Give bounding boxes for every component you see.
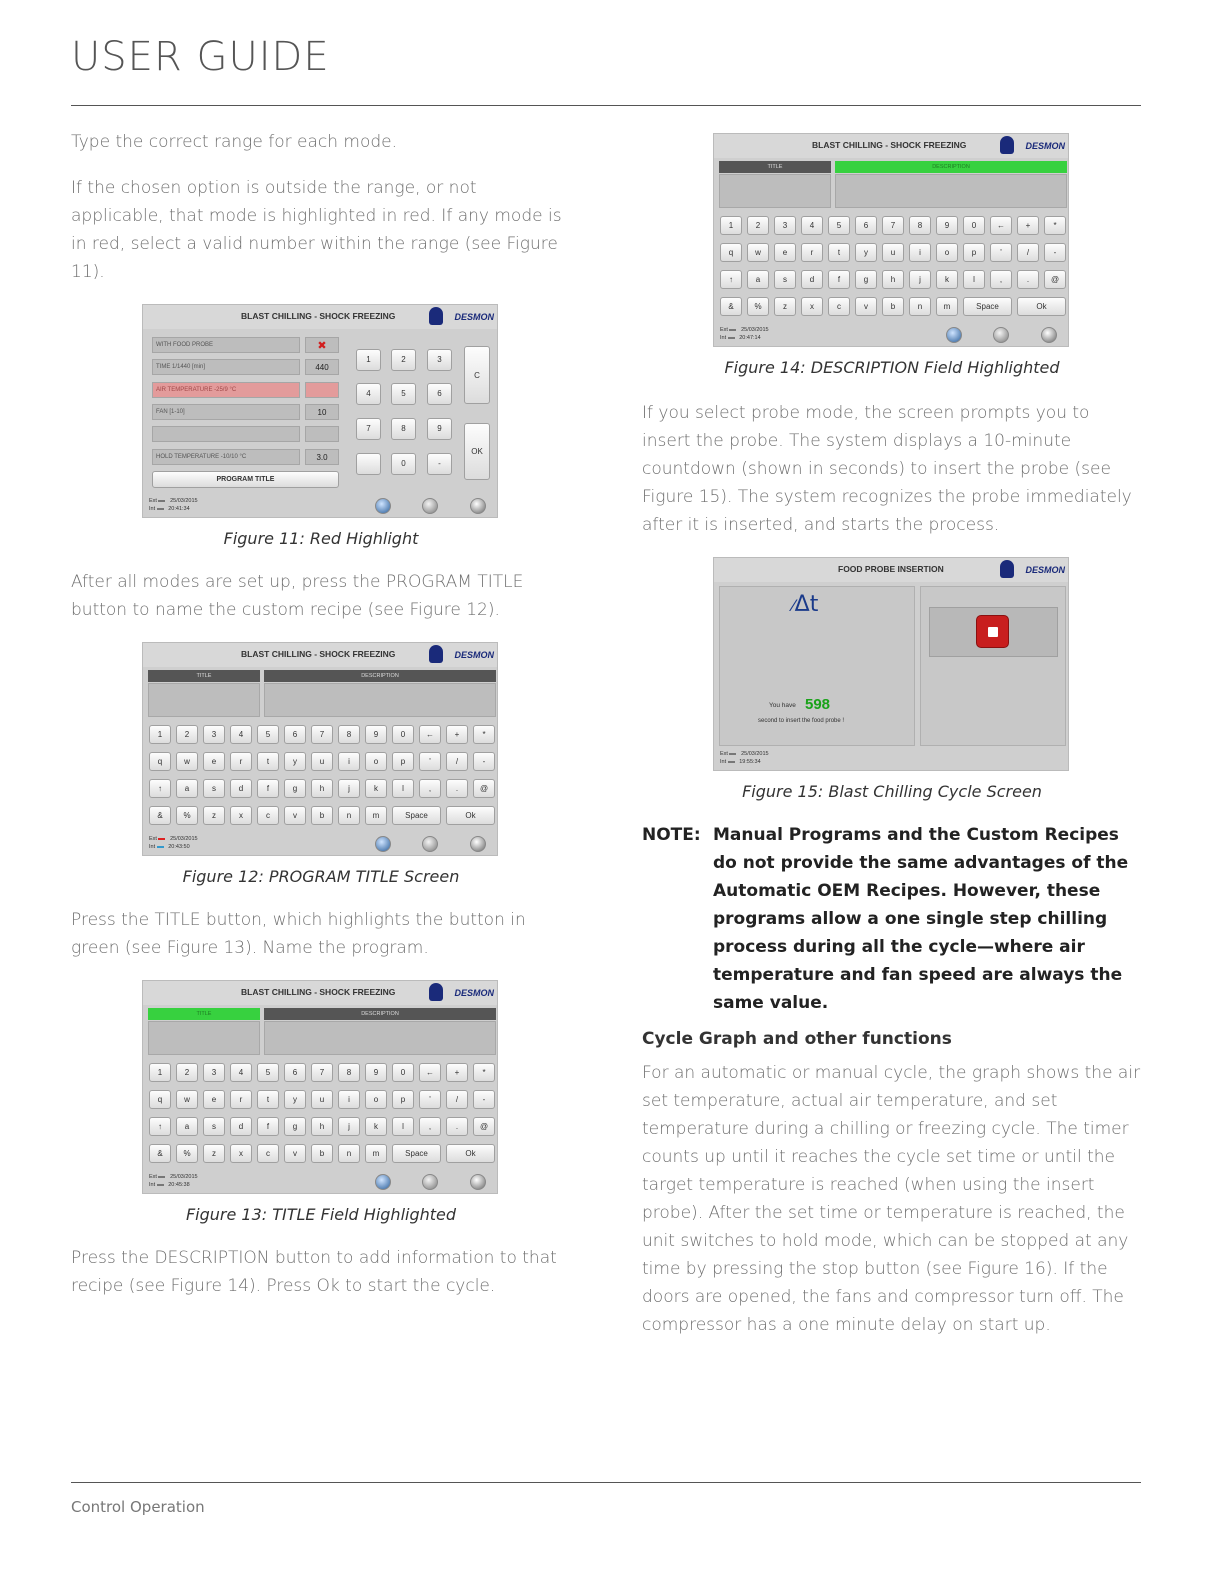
keyboard-key[interactable]: f: [828, 270, 850, 289]
space-key[interactable]: Space: [392, 1144, 441, 1163]
keyboard-key[interactable]: h: [311, 1117, 333, 1136]
keyboard-key[interactable]: /: [1017, 243, 1039, 262]
page-title: USER GUIDE: [71, 34, 330, 80]
keyboard-key[interactable]: x: [230, 806, 252, 825]
keyboard-key[interactable]: o: [365, 1090, 387, 1109]
settings-icon[interactable]: [422, 836, 438, 852]
figure-14-caption: Figure 14: DESCRIPTION Field Highlighted: [724, 358, 1060, 377]
keyboard-key[interactable]: ,: [419, 1117, 441, 1136]
keyboard-key[interactable]: p: [392, 752, 414, 771]
keyboard-key[interactable]: a: [176, 1117, 198, 1136]
keyboard-key[interactable]: r: [801, 243, 823, 262]
title-tab-button[interactable]: TITLE: [148, 670, 260, 682]
keyboard-key[interactable]: 6: [855, 216, 877, 235]
figure-13-screen: [142, 980, 498, 1194]
keyboard-key[interactable]: d: [230, 1117, 252, 1136]
food-probe-value-x-icon[interactable]: ✖: [305, 337, 339, 353]
keyboard-key[interactable]: ': [990, 243, 1012, 262]
bottom-divider: [71, 1482, 1141, 1483]
description-tab-button[interactable]: DESCRIPTION: [264, 1008, 496, 1020]
keyboard-key[interactable]: j: [338, 1117, 360, 1136]
keyboard-key[interactable]: 8: [338, 725, 360, 744]
countdown-value: 598: [805, 696, 831, 713]
keyboard-key[interactable]: i: [909, 243, 931, 262]
keyboard-key[interactable]: 4: [801, 216, 823, 235]
keyboard-key[interactable]: n: [338, 806, 360, 825]
keyboard-key[interactable]: f: [257, 1117, 279, 1136]
note-text: Manual Programs and the Custom Recipes do not provide the same advantages of the Automatic OEM Recipes. However, these programs allow a one single step chilling process during all the cycle—where air temperature and fan speed are always the same value.: [713, 825, 1129, 1013]
description-input[interactable]: [835, 174, 1067, 208]
keyboard-key[interactable]: p: [963, 243, 985, 262]
keyboard-key[interactable]: -: [473, 752, 495, 771]
screen-timestamp: Ext 25/03/2015 Int 20:45:38: [149, 1174, 198, 1188]
figure-13-caption: Figure 13: TITLE Field Highlighted: [185, 1205, 457, 1224]
stop-button[interactable]: [976, 615, 1009, 648]
note-block: [642, 821, 1142, 1017]
back-icon[interactable]: [375, 498, 391, 514]
numpad-key[interactable]: 6: [427, 383, 452, 405]
back-icon[interactable]: [375, 1174, 391, 1190]
keyboard-key[interactable]: 6: [284, 725, 306, 744]
keyboard-key[interactable]: 1: [149, 725, 171, 744]
keyboard-key[interactable]: &: [149, 1144, 171, 1163]
paragraph-program-title: After all modes are set up, press the PROGRAM TITLE button to name the custom recipe (see Figure 12).: [71, 572, 524, 620]
keyboard-key[interactable]: p: [392, 1090, 414, 1109]
screen-timestamp: Ext 25/03/2015 Int 20:41:34: [149, 498, 198, 512]
screen-title: BLAST CHILLING - SHOCK FREEZING: [241, 649, 396, 659]
screen-title: BLAST CHILLING - SHOCK FREEZING: [812, 140, 967, 150]
ok-key[interactable]: Ok: [446, 806, 495, 825]
ok-key[interactable]: OK: [464, 423, 490, 480]
paragraph-title-button: Press the TITLE button, which highlights the button in green (see Figure 13). Name the program.: [71, 910, 526, 958]
keyboard-key[interactable]: *: [1044, 216, 1066, 235]
desmon-logo-icon: [1000, 136, 1014, 154]
keyboard-key[interactable]: z: [203, 1144, 225, 1163]
title-tab-button[interactable]: TITLE: [719, 161, 831, 173]
keyboard-key[interactable]: ←: [419, 1063, 441, 1082]
keyboard-key[interactable]: b: [311, 1144, 333, 1163]
keyboard-key[interactable]: ←: [990, 216, 1012, 235]
keyboard-key[interactable]: 7: [311, 725, 333, 744]
keyboard-key[interactable]: -: [473, 1090, 495, 1109]
desmon-logo-icon: [429, 983, 443, 1001]
keyboard-key[interactable]: ,: [419, 779, 441, 798]
keyboard-key[interactable]: s: [203, 779, 225, 798]
keyboard-key[interactable]: v: [284, 806, 306, 825]
keyboard-key[interactable]: k: [936, 270, 958, 289]
keyboard-key[interactable]: k: [365, 779, 387, 798]
keyboard-key[interactable]: b: [882, 297, 904, 316]
keyboard-key[interactable]: h: [311, 779, 333, 798]
keyboard-key[interactable]: j: [338, 779, 360, 798]
title-input[interactable]: [148, 683, 260, 717]
mode-field-empty[interactable]: [152, 426, 300, 442]
keyboard-key[interactable]: t: [257, 1090, 279, 1109]
keyboard-key[interactable]: u: [311, 1090, 333, 1109]
keyboard-key[interactable]: i: [338, 1090, 360, 1109]
keyboard-key[interactable]: c: [828, 297, 850, 316]
keyboard-key[interactable]: 9: [365, 1063, 387, 1082]
right-column: [642, 133, 1142, 1357]
keyboard-key[interactable]: h: [882, 270, 904, 289]
keyboard-key[interactable]: c: [257, 1144, 279, 1163]
countdown-hint: second to insert the food probe !: [758, 718, 845, 724]
desmon-logo-icon: [429, 645, 443, 663]
keyboard-key[interactable]: 9: [365, 725, 387, 744]
keyboard-key[interactable]: i: [338, 752, 360, 771]
hold-temperature-value[interactable]: 3.0: [305, 449, 339, 465]
keyboard-key[interactable]: +: [1017, 216, 1039, 235]
keyboard-key[interactable]: c: [257, 806, 279, 825]
keyboard-key[interactable]: s: [203, 1117, 225, 1136]
figure-15-screen: [713, 557, 1069, 771]
screen-title: BLAST CHILLING - SHOCK FREEZING: [241, 987, 396, 997]
keyboard-key[interactable]: z: [203, 806, 225, 825]
keyboard-key[interactable]: 9: [936, 216, 958, 235]
keyboard-key[interactable]: o: [365, 752, 387, 771]
keyboard-key[interactable]: u: [311, 752, 333, 771]
keyboard-key[interactable]: 3: [774, 216, 796, 235]
figure-11-screen: [142, 304, 498, 518]
keyboard-key[interactable]: v: [284, 1144, 306, 1163]
mode-field-time[interactable]: TIME 1/1440 [min]: [152, 359, 300, 375]
screen-timestamp: Ext 25/03/2015 Int 20:47:14: [720, 327, 769, 341]
keyboard-key[interactable]: 7: [311, 1063, 333, 1082]
time-value[interactable]: 440: [305, 359, 339, 375]
keyboard-key[interactable]: 4: [230, 725, 252, 744]
keyboard-key[interactable]: *: [473, 1063, 495, 1082]
numpad-key[interactable]: -: [427, 453, 452, 475]
keyboard-key[interactable]: .: [446, 779, 468, 798]
keyboard-key[interactable]: x: [801, 297, 823, 316]
numpad-key[interactable]: 0: [391, 453, 416, 475]
paragraph-probe-mode: If you select probe mode, the screen prompts you to insert the probe. The system displays a 10-minute countdown (shown in seconds) to insert the probe (see Figure 15). The system recognizes the probe immediately after it is inserted, and starts the process.: [642, 403, 1132, 535]
keyboard-key[interactable]: 0: [392, 725, 414, 744]
home-icon[interactable]: [470, 1174, 486, 1190]
figure-15-caption: Figure 15: Blast Chilling Cycle Screen: [742, 782, 1042, 801]
numpad-key[interactable]: [356, 453, 381, 475]
desmon-logo: DESMON: [454, 312, 494, 322]
clear-key[interactable]: C: [464, 346, 490, 404]
probe-delta-icon: ⁄Δt: [792, 592, 819, 617]
numpad-key[interactable]: 9: [427, 418, 452, 440]
keyboard-key[interactable]: a: [176, 779, 198, 798]
numpad-key[interactable]: 5: [391, 383, 416, 405]
keyboard-key[interactable]: 7: [882, 216, 904, 235]
mode-field-hold-temperature[interactable]: HOLD TEMPERATURE -10/10 °C: [152, 449, 300, 465]
mode-field-food-probe[interactable]: WITH FOOD PROBE: [152, 337, 300, 353]
keyboard-key[interactable]: 1: [149, 1063, 171, 1082]
keyboard-key[interactable]: x: [230, 1144, 252, 1163]
space-key[interactable]: Space: [963, 297, 1012, 316]
keyboard-key[interactable]: d: [801, 270, 823, 289]
keyboard-key[interactable]: 5: [257, 1063, 279, 1082]
keyboard-key[interactable]: *: [473, 725, 495, 744]
keyboard-key[interactable]: y: [284, 1090, 306, 1109]
keyboard-key[interactable]: ': [419, 752, 441, 771]
keyboard-key[interactable]: f: [257, 779, 279, 798]
keyboard-key[interactable]: -: [1044, 243, 1066, 262]
keyboard-key[interactable]: ←: [419, 725, 441, 744]
settings-icon[interactable]: [422, 1174, 438, 1190]
keyboard-key[interactable]: ↑: [149, 1117, 171, 1136]
keyboard-key[interactable]: n: [909, 297, 931, 316]
numpad-key[interactable]: 8: [391, 418, 416, 440]
keyboard-key[interactable]: &: [149, 806, 171, 825]
keyboard-key[interactable]: e: [203, 1090, 225, 1109]
footer-section: Control Operation: [71, 1498, 205, 1516]
figure-12-screen: [142, 642, 498, 856]
keyboard-key[interactable]: g: [284, 779, 306, 798]
desmon-logo: DESMON: [454, 650, 494, 660]
back-icon[interactable]: [946, 327, 962, 343]
description-tab-button[interactable]: DESCRIPTION: [264, 670, 496, 682]
keyboard-key[interactable]: r: [230, 752, 252, 771]
keyboard-key[interactable]: e: [203, 752, 225, 771]
section-heading-cycle-graph: Cycle Graph and other functions: [642, 1029, 952, 1049]
desmon-logo: DESMON: [1025, 565, 1065, 575]
keyboard-key[interactable]: m: [936, 297, 958, 316]
figure-12-caption: Figure 12: PROGRAM TITLE Screen: [182, 867, 460, 886]
keyboard-key[interactable]: b: [311, 806, 333, 825]
space-key[interactable]: Space: [392, 806, 441, 825]
figure-11-caption: Figure 11: Red Highlight: [223, 529, 419, 548]
keyboard-key[interactable]: 5: [257, 725, 279, 744]
keyboard-key[interactable]: k: [365, 1117, 387, 1136]
keyboard-key[interactable]: +: [446, 1063, 468, 1082]
mode-field-fan[interactable]: FAN [1-10]: [152, 404, 300, 420]
desmon-logo-icon: [1000, 560, 1014, 578]
keyboard-key[interactable]: 2: [176, 1063, 198, 1082]
description-tab-button[interactable]: DESCRIPTION: [835, 161, 1067, 173]
paragraph-cycle-graph: For an automatic or manual cycle, the graph shows the air set temperature, actual air temperature, and set temperature during a chilling or freezing cycle. The timer counts up until it reaches the cycle set time or until the target temperature is reached (when using the insert probe). After the set time or temperature is reached, the unit switches to hold mode, which can be stopped at any time by pressing the stop button (see Figure 16). If the doors are opened, the fans and compressor turn off. The compressor has a one minute delay on start up.: [642, 1063, 1141, 1335]
program-title-button[interactable]: PROGRAM TITLE: [152, 471, 339, 488]
title-tab-button[interactable]: TITLE: [148, 1008, 260, 1020]
keyboard-key[interactable]: 8: [909, 216, 931, 235]
home-icon[interactable]: [1041, 327, 1057, 343]
keyboard-key[interactable]: t: [828, 243, 850, 262]
keyboard-key[interactable]: .: [1017, 270, 1039, 289]
keyboard-key[interactable]: 3: [203, 725, 225, 744]
keyboard-key[interactable]: w: [176, 752, 198, 771]
keyboard-key[interactable]: 3: [203, 1063, 225, 1082]
keyboard-key[interactable]: %: [747, 297, 769, 316]
keyboard-key[interactable]: q: [720, 243, 742, 262]
home-icon[interactable]: [470, 498, 486, 514]
keyboard-key[interactable]: 2: [176, 725, 198, 744]
back-icon[interactable]: [375, 836, 391, 852]
keyboard-key[interactable]: 4: [230, 1063, 252, 1082]
desmon-logo-icon: [429, 307, 443, 325]
keyboard-key[interactable]: n: [338, 1144, 360, 1163]
keyboard-key[interactable]: %: [176, 1144, 198, 1163]
keyboard-key[interactable]: &: [720, 297, 742, 316]
keyboard-key[interactable]: 6: [284, 1063, 306, 1082]
keyboard-key[interactable]: ↑: [149, 779, 171, 798]
keyboard-key[interactable]: q: [149, 752, 171, 771]
numpad-key[interactable]: 4: [356, 383, 381, 405]
keyboard-key[interactable]: /: [446, 1090, 468, 1109]
keyboard-key[interactable]: 0: [963, 216, 985, 235]
keyboard-key[interactable]: w: [176, 1090, 198, 1109]
keyboard-key[interactable]: .: [446, 1117, 468, 1136]
keyboard-key[interactable]: +: [446, 725, 468, 744]
keyboard-key[interactable]: @: [473, 779, 495, 798]
you-have-label: You have: [769, 702, 796, 709]
paragraph-red-highlight: If the chosen option is outside the range, or not applicable, that mode is highlighted in red. If any mode is in red, select a valid number within the range (see Figure 11).: [71, 178, 562, 282]
keyboard-key[interactable]: ,: [990, 270, 1012, 289]
keyboard-key[interactable]: 0: [392, 1063, 414, 1082]
keyboard-key[interactable]: e: [774, 243, 796, 262]
title-input[interactable]: [148, 1021, 260, 1055]
settings-icon[interactable]: [993, 327, 1009, 343]
keyboard-key[interactable]: m: [365, 1144, 387, 1163]
keyboard-key[interactable]: 1: [720, 216, 742, 235]
keyboard-key[interactable]: g: [284, 1117, 306, 1136]
numpad-key[interactable]: 7: [356, 418, 381, 440]
desmon-logo: DESMON: [1025, 141, 1065, 151]
numpad-key[interactable]: 1: [356, 349, 381, 371]
description-input[interactable]: [264, 683, 496, 717]
air-temperature-value[interactable]: [305, 382, 339, 398]
note-label: NOTE:: [642, 825, 701, 845]
numpad-key[interactable]: 3: [427, 349, 452, 371]
left-column: [71, 128, 571, 1318]
screen-title: BLAST CHILLING - SHOCK FREEZING: [241, 311, 396, 321]
keyboard-key[interactable]: s: [774, 270, 796, 289]
keyboard-key[interactable]: z: [774, 297, 796, 316]
screen-title: FOOD PROBE INSERTION: [838, 564, 944, 574]
title-input[interactable]: [719, 174, 831, 208]
keyboard-key[interactable]: 8: [338, 1063, 360, 1082]
keyboard-key[interactable]: ': [419, 1090, 441, 1109]
keyboard-key[interactable]: a: [747, 270, 769, 289]
keyboard-key[interactable]: y: [855, 243, 877, 262]
description-input[interactable]: [264, 1021, 496, 1055]
keyboard-key[interactable]: 2: [747, 216, 769, 235]
ok-key[interactable]: Ok: [1017, 297, 1066, 316]
keyboard-key[interactable]: j: [909, 270, 931, 289]
numpad-key[interactable]: 2: [391, 349, 416, 371]
screen-timestamp: Ext 25/03/2015 Int 19:55:34: [720, 751, 769, 765]
fan-value[interactable]: 10: [305, 404, 339, 420]
stop-icon: [988, 627, 998, 637]
keyboard-key[interactable]: y: [284, 752, 306, 771]
keyboard-key[interactable]: g: [855, 270, 877, 289]
keyboard-key[interactable]: v: [855, 297, 877, 316]
figure-14-screen: [713, 133, 1069, 347]
paragraph-range: Type the correct range for each mode.: [71, 132, 398, 152]
keyboard-key[interactable]: @: [1044, 270, 1066, 289]
keyboard-key[interactable]: l: [392, 779, 414, 798]
keyboard-key[interactable]: %: [176, 806, 198, 825]
paragraph-description-button: Press the DESCRIPTION button to add information to that recipe (see Figure 14). Press Ok to start the cycle.: [71, 1248, 557, 1296]
keyboard-key[interactable]: l: [392, 1117, 414, 1136]
keyboard-key[interactable]: ↑: [720, 270, 742, 289]
keyboard-key[interactable]: r: [230, 1090, 252, 1109]
settings-icon[interactable]: [422, 498, 438, 514]
keyboard-key[interactable]: @: [473, 1117, 495, 1136]
home-icon[interactable]: [470, 836, 486, 852]
keyboard-key[interactable]: q: [149, 1090, 171, 1109]
keyboard-key[interactable]: w: [747, 243, 769, 262]
keyboard-key[interactable]: o: [936, 243, 958, 262]
keyboard-key[interactable]: l: [963, 270, 985, 289]
keyboard-key[interactable]: u: [882, 243, 904, 262]
ok-key[interactable]: Ok: [446, 1144, 495, 1163]
desmon-logo: DESMON: [454, 988, 494, 998]
keyboard-key[interactable]: /: [446, 752, 468, 771]
top-divider: [71, 105, 1141, 106]
keyboard-key[interactable]: t: [257, 752, 279, 771]
keyboard-key[interactable]: m: [365, 806, 387, 825]
screen-timestamp: Ext 25/03/2015 Int 20:43:50: [149, 836, 198, 850]
empty-value[interactable]: [305, 426, 339, 442]
keyboard-key[interactable]: 5: [828, 216, 850, 235]
mode-field-air-temperature[interactable]: AIR TEMPERATURE -25/9 °C: [152, 382, 300, 398]
keyboard-key[interactable]: d: [230, 779, 252, 798]
